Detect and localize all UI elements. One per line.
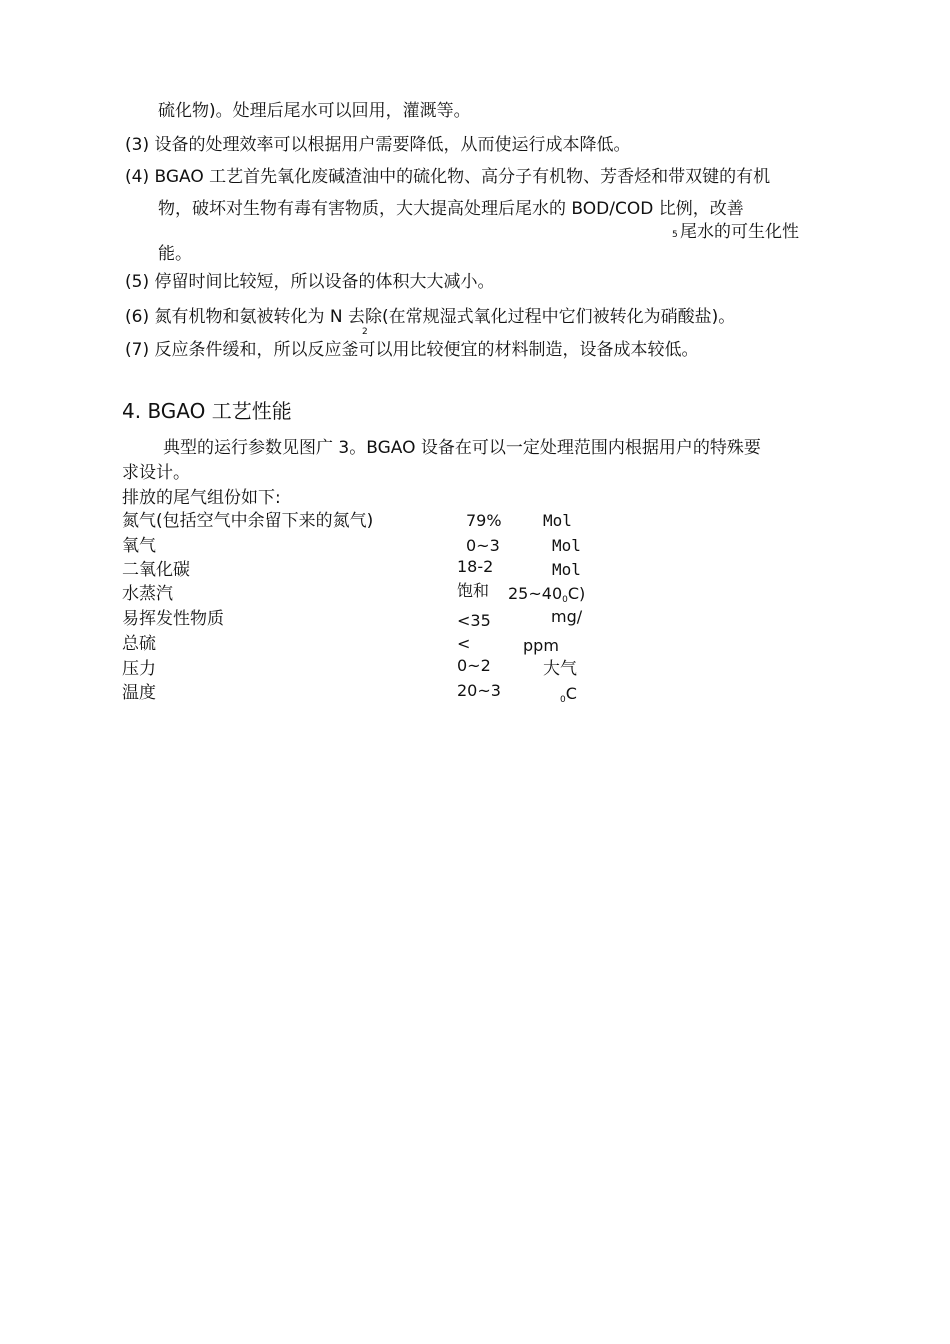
- table-row-name: 总硫: [122, 634, 156, 654]
- list-item-4-line-1: (4) BGAO 工艺首先氧化废碱渣油中的硫化物、高分子有机物、芳香烃和带双键的有机: [125, 167, 771, 187]
- unit-range: 25~40: [508, 584, 563, 603]
- table-row-value: 0~2: [457, 656, 491, 675]
- table-row-value: <: [457, 634, 471, 653]
- list-item-3: (3) 设备的处理效率可以根据用户需要降低，从而使运行成本降低。: [125, 135, 631, 155]
- table-row-unit: [508, 583, 585, 608]
- section-intro-line-1: 典型的运行参数见图广 3。BGAO 设备在可以一定处理范围内根据用户的特殊要: [163, 438, 761, 458]
- list-item-7: (7) 反应条件缓和，所以反应釜可以用比较便宜的材料制造，设备成本较低。: [125, 340, 699, 360]
- section-intro-line-2: 求设计。: [122, 463, 190, 483]
- table-row-value: <35: [457, 611, 491, 630]
- table-row-unit: 大气: [543, 659, 577, 679]
- list-item-6: (6) 氮有机物和氨被转化为 N 去除(在常规湿式氧化过程中它们被转化为硝酸盐)。: [125, 307, 736, 327]
- subscript-5: 5: [672, 230, 678, 240]
- table-row-unit: ppm: [523, 636, 559, 655]
- table-row-unit: Mol: [543, 511, 572, 530]
- table-row-unit: Mol: [552, 536, 581, 555]
- table-row-value: 18-2: [457, 557, 494, 576]
- subscript-2: 2: [362, 327, 368, 337]
- list-item-4-line-2: 物，破坏对生物有毒有害物质，大大提高处理后尾水的 BOD/COD 比例，改善: [158, 199, 744, 219]
- list-item-4-line-4: 能。: [158, 244, 192, 264]
- table-row-name: 温度: [122, 683, 156, 703]
- table-caption: 排放的尾气组份如下:: [122, 488, 281, 508]
- list-item-4-line-3: 尾水的可生化性: [680, 222, 799, 242]
- table-row-name: 水蒸汽: [122, 584, 173, 604]
- list-item-5: (5) 停留时间比较短，所以设备的体积大大减小。: [125, 272, 495, 292]
- unit-tail: C: [565, 684, 577, 703]
- table-row-value: 0~3: [466, 536, 500, 555]
- section-heading: 4. BGAO 工艺性能: [122, 399, 292, 423]
- unit-subscript: 0: [562, 595, 568, 605]
- table-row-value: 饱和: [457, 581, 490, 600]
- table-row-value: 20~3: [457, 681, 501, 700]
- table-row-unit: mg/: [551, 607, 583, 626]
- table-row-name: 氮气(包括空气中余留下来的氮气): [122, 511, 374, 531]
- table-row-name: 压力: [122, 659, 156, 679]
- unit-tail: C): [567, 584, 586, 603]
- table-row-unit: Mol: [552, 560, 581, 579]
- paragraph-continuation: 硫化物)。处理后尾水可以回用，灌溉等。: [158, 101, 471, 121]
- table-row-name: 氧气: [122, 536, 156, 556]
- unit-subscript: 0: [560, 695, 566, 705]
- table-row-name: 易挥发性物质: [122, 609, 224, 629]
- table-row-value: 79%: [466, 511, 502, 530]
- table-row-unit: [560, 683, 577, 708]
- table-row-name: 二氧化碳: [122, 560, 190, 580]
